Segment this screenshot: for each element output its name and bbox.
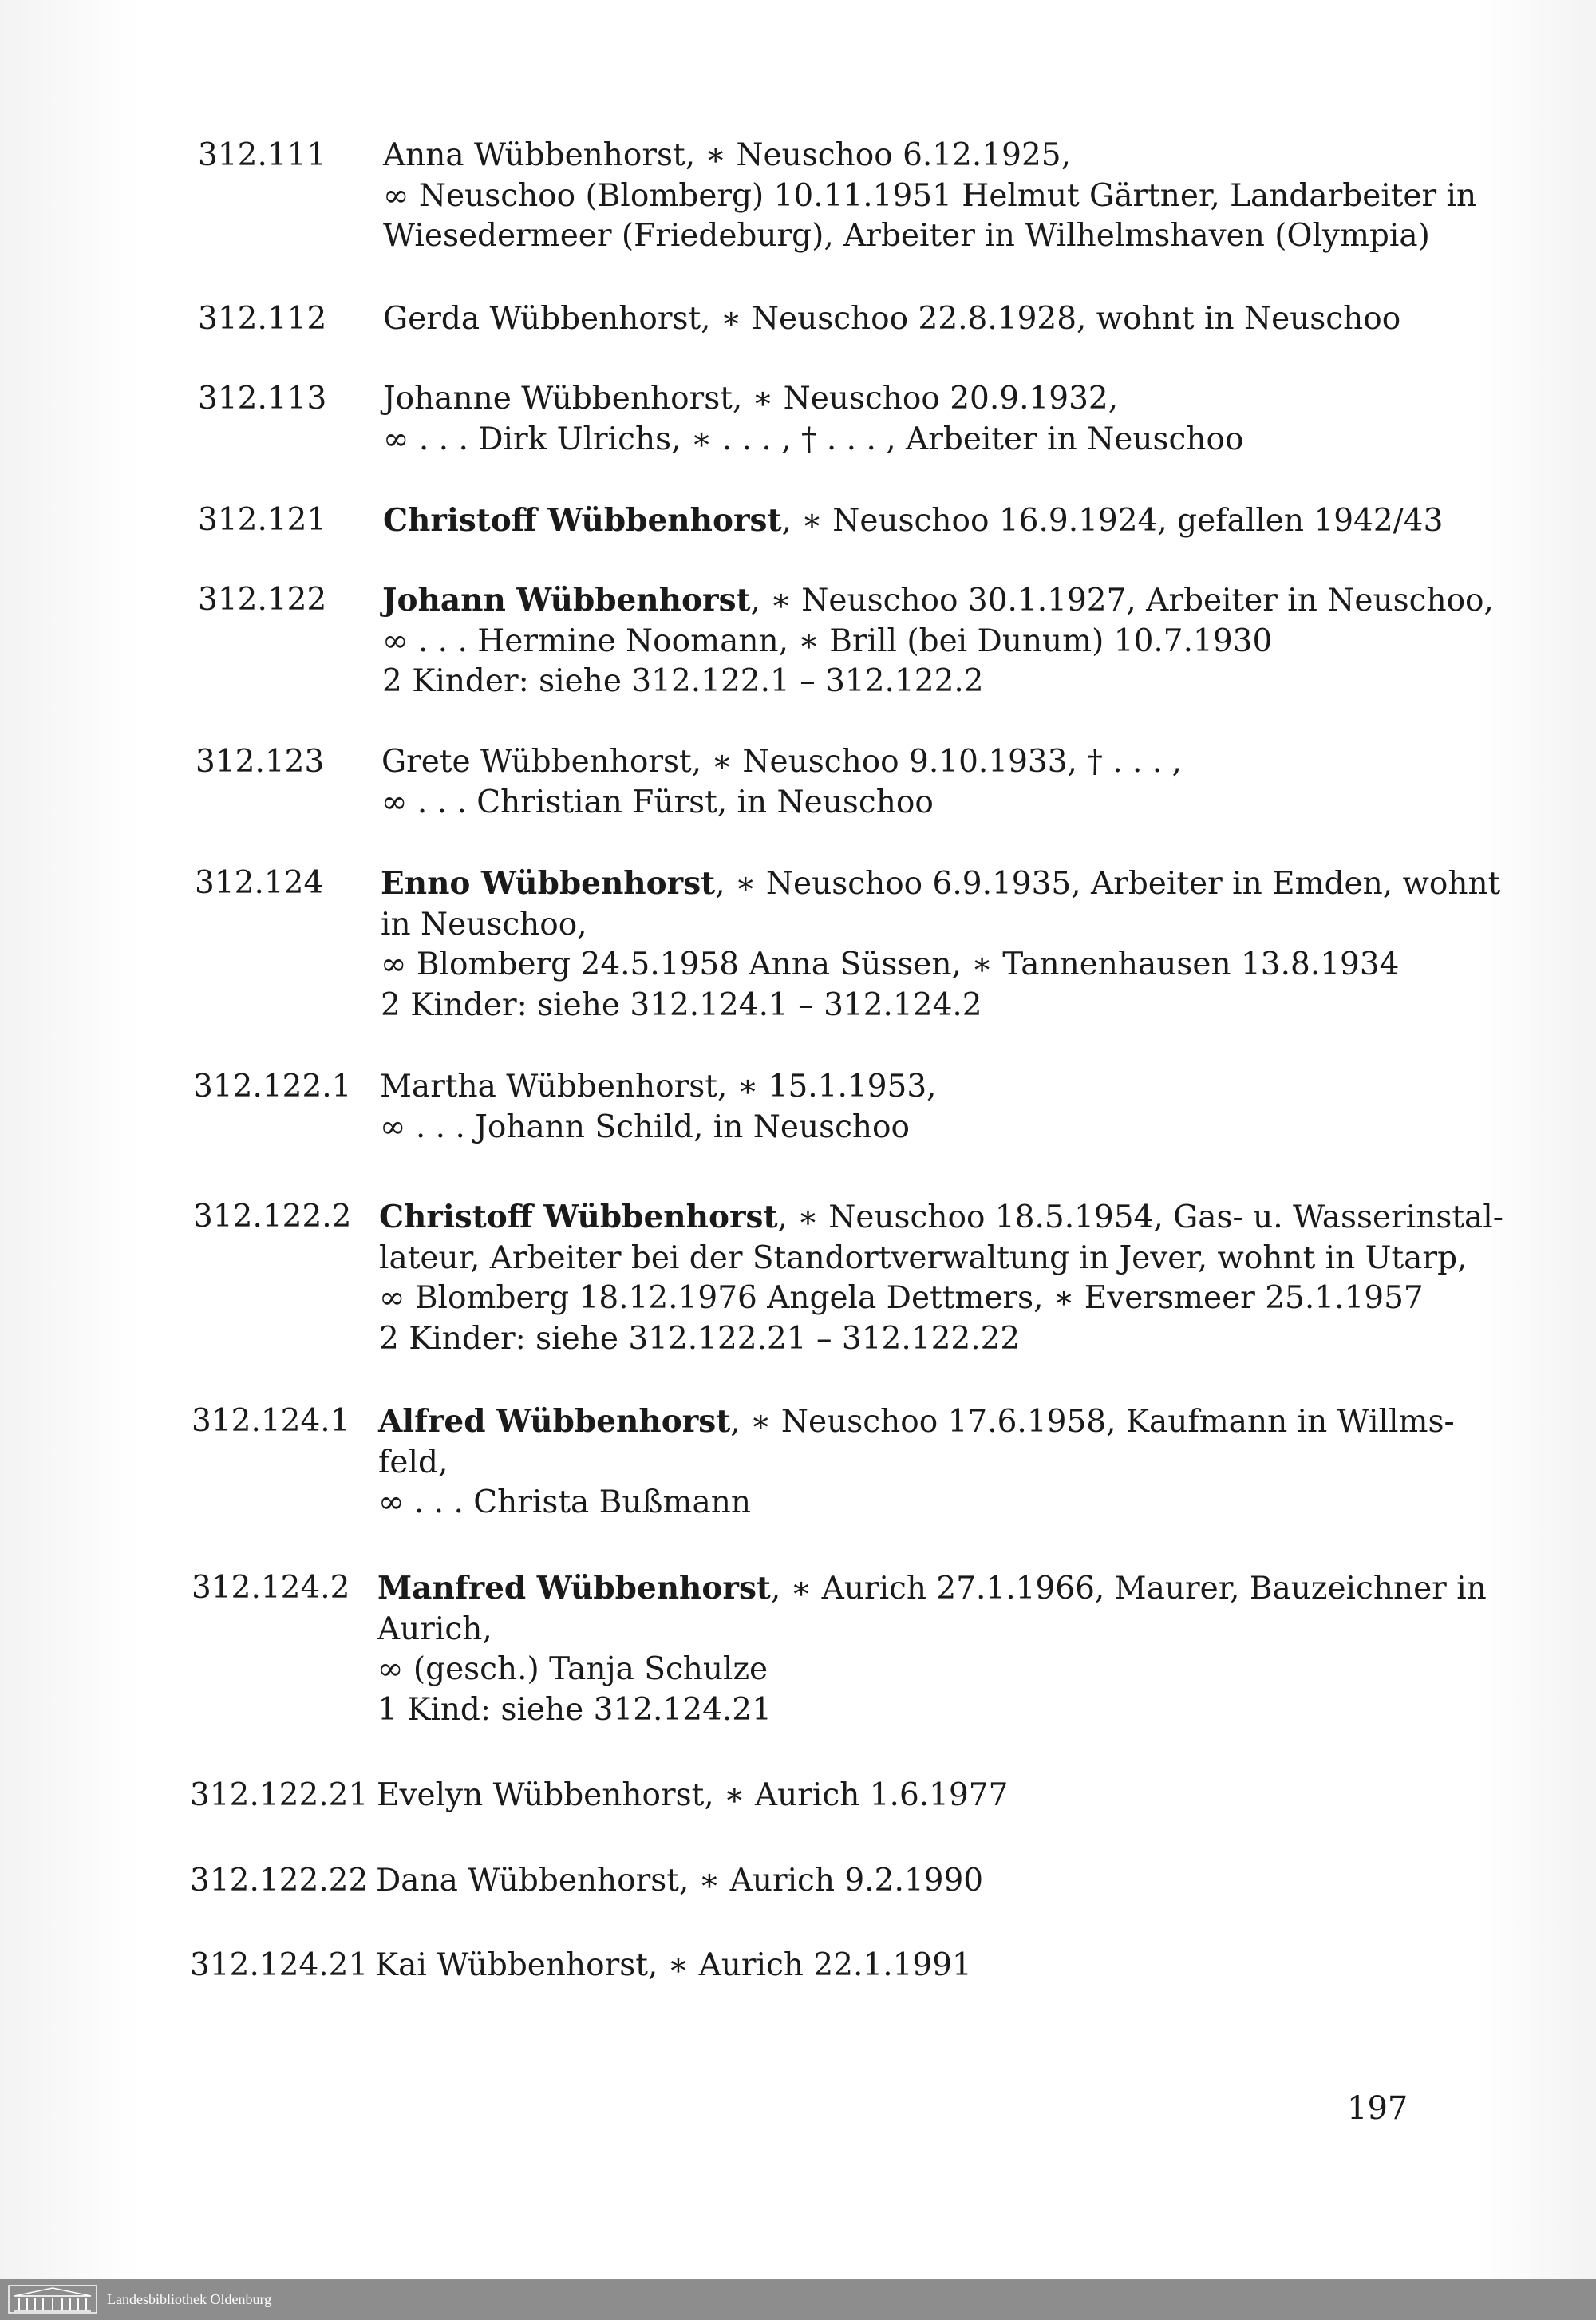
- entry-line-text: ∞ Neuschoo (Blomberg) 10.11.1951 Helmut Gärtner, Landarbeiter in: [383, 177, 1477, 214]
- entry-number: 312.122.21: [190, 1777, 369, 1813]
- entry-line-text: 2 Kinder: siehe 312.124.1 – 312.124.2: [381, 986, 982, 1023]
- entry-line-text: 1 Kind: siehe 312.124.21: [377, 1691, 772, 1728]
- entry-line-text: feld,: [378, 1444, 448, 1480]
- entry-line-text: Kai Wübbenhorst, ∗ Aurich 22.1.1991: [375, 1947, 972, 1983]
- entry-line: [382, 622, 1404, 662]
- entry-line-text: ∞ Blomberg 24.5.1958 Anna Süssen, ∗ Tannenhausen 13.8.1934: [381, 947, 1400, 982]
- entry-line-text: Anna Wübbenhorst, ∗ Neuschoo 6.12.1925,: [383, 137, 1071, 173]
- entry-number: 312.123: [196, 744, 325, 780]
- entry-line: [383, 420, 1404, 460]
- entry-line-text: Evelyn Wübbenhorst, ∗ Aurich 1.6.1977: [377, 1777, 1009, 1813]
- entry-line: [378, 1443, 1400, 1484]
- entry-line: [383, 136, 1404, 176]
- library-building-icon: [8, 2285, 97, 2314]
- entry-text: [383, 500, 1444, 542]
- entry-line-text: lateur, Arbeiter bei der Standortverwaltung in Jever, wohnt in Utarp,: [379, 1239, 1468, 1276]
- entry-line-text: ∞ . . . Hermine Noomann, ∗ Brill (bei Dunum) 10.7.1930: [382, 622, 1273, 659]
- entry-text: [381, 742, 1403, 823]
- entry-number: 312.122.22: [190, 1863, 369, 1899]
- entry-line: [383, 299, 1404, 340]
- entry-line: [377, 1610, 1399, 1650]
- entry-line: [379, 1197, 1503, 1239]
- entry-text: [378, 1401, 1455, 1524]
- entry-line: [381, 742, 1403, 783]
- library-name: Landesbibliothek Oldenburg: [107, 2291, 272, 2307]
- person-name: Christoff Wübbenhorst: [379, 1199, 778, 1235]
- entry-line: [383, 500, 1444, 542]
- entry-number: 312.122.2: [193, 1199, 352, 1235]
- entry-line-text: ∞ . . . Dirk Ulrichs, ∗ . . . , † . . . , Arbeiter in Neuschoo: [383, 421, 1244, 457]
- entry-line-text: 2 Kinder: siehe 312.122.21 – 312.122.22: [379, 1320, 1021, 1357]
- entry-line: [381, 905, 1402, 946]
- entry-number: 312.124.1: [192, 1403, 350, 1439]
- entry-line-text: ∞ . . . Johann Schild, in Neuschoo: [380, 1109, 911, 1145]
- person-name: Manfred Wübbenhorst: [377, 1570, 771, 1607]
- entry-line: [377, 1568, 1487, 1610]
- person-name: Christoff Wübbenhorst: [383, 502, 782, 539]
- entry-line-text: , ∗ Neuschoo 6.9.1935, Arbeiter in Emden, wohnt: [715, 866, 1501, 902]
- entry-line: [380, 1108, 1401, 1148]
- entry-line: [383, 216, 1430, 257]
- entry-line-text: , ∗ Aurich 27.1.1966, Maurer, Bauzeichner in: [770, 1571, 1487, 1607]
- entry-line-text: 2 Kinder: siehe 312.122.1 – 312.122.2: [382, 663, 984, 699]
- entry-line: [379, 1319, 1400, 1360]
- entry-line: [381, 783, 1403, 824]
- entry-line-text: in Neuschoo,: [381, 906, 587, 943]
- entry-line-text: Gerda Wübbenhorst, ∗ Neuschoo 22.8.1928, wohnt in Neuschoo: [383, 301, 1401, 337]
- entry-line-text: ∞ (gesch.) Tanja Schulze: [377, 1651, 768, 1687]
- entry-line: [382, 580, 1494, 622]
- entry-line-text: Grete Wübbenhorst, ∗ Neuschoo 9.10.1933, † . . . ,: [381, 744, 1183, 780]
- entry-line-text: Johanne Wübbenhorst, ∗ Neuschoo 20.9.1932,: [383, 381, 1119, 417]
- entry-line-text: , ∗ Neuschoo 18.5.1954, Gas- u. Wasserinstal-: [777, 1200, 1503, 1235]
- entry-line: [381, 986, 1402, 1026]
- entry-line: [377, 1776, 1398, 1816]
- entry-text: [383, 379, 1404, 460]
- entry-number: 312.124: [195, 865, 324, 901]
- entry-number: 312.111: [198, 137, 327, 173]
- person-name: Johann Wübbenhorst: [382, 582, 751, 619]
- entry-line: [379, 1239, 1468, 1279]
- entry-line: [381, 945, 1402, 986]
- entry-line-text: , ∗ Neuschoo 16.9.1924, gefallen 1942/43: [781, 503, 1444, 539]
- entry-line-text: ∞ . . . Christian Fürst, in Neuschoo: [381, 784, 934, 820]
- page-number: 197: [1347, 2090, 1408, 2127]
- footer-bar: [0, 2279, 1596, 2320]
- entry-line: [377, 1650, 1399, 1690]
- entry-text: [380, 1067, 1401, 1148]
- entry-number: 312.124.21: [190, 1947, 369, 1983]
- entry-line: [383, 176, 1477, 217]
- entry-line-text: Dana Wübbenhorst, ∗ Aurich 9.2.1990: [376, 1863, 984, 1899]
- entry-line-text: ∞ . . . Christa Bußmann: [378, 1484, 751, 1520]
- entry-text: [382, 580, 1494, 702]
- entry-line: [383, 379, 1404, 420]
- entry-text: [377, 1776, 1398, 1816]
- entry-line-text: , ∗ Neuschoo 17.6.1958, Kaufmann in Willms-: [730, 1404, 1455, 1440]
- entry-number: 312.122.1: [193, 1069, 352, 1105]
- entry-text: [379, 1197, 1503, 1359]
- entry-text: [383, 136, 1477, 257]
- entry-line: [375, 1946, 1396, 1986]
- entry-text: [377, 1568, 1487, 1730]
- entry-number: 312.122: [198, 582, 327, 618]
- entry-line: [376, 1861, 1397, 1902]
- person-name: Enno Wübbenhorst: [381, 865, 716, 902]
- entry-line: [380, 1067, 1401, 1108]
- entry-line: [381, 864, 1501, 905]
- entry-number: 312.124.2: [192, 1570, 350, 1606]
- entry-line-text: , ∗ Neuschoo 30.1.1927, Arbeiter in Neuschoo,: [750, 583, 1494, 619]
- entry-line: [378, 1483, 1400, 1524]
- entry-line: [379, 1279, 1424, 1319]
- entry-line: [377, 1690, 1399, 1731]
- entry-line: [378, 1401, 1455, 1443]
- entry-line-text: Aurich,: [377, 1611, 492, 1647]
- entry-text: [381, 864, 1501, 1026]
- entry-text: [383, 299, 1404, 340]
- entry-text: [375, 1946, 1396, 1986]
- entry-line-text: Martha Wübbenhorst, ∗ 15.1.1953,: [380, 1069, 937, 1105]
- entry-number: 312.112: [198, 301, 327, 337]
- entry-text: [376, 1861, 1397, 1902]
- entry-number: 312.113: [198, 381, 327, 417]
- person-name: Alfred Wübbenhorst: [378, 1403, 731, 1440]
- entry-line-text: ∞ Blomberg 18.12.1976 Angela Dettmers, ∗ Eversmeer 25.1.1957: [379, 1280, 1424, 1316]
- entry-line: [382, 662, 1404, 702]
- entry-line-text: Wiesedermeer (Friedeburg), Arbeiter in Wilhelmshaven (Olympia): [383, 218, 1430, 254]
- entry-number: 312.121: [198, 502, 327, 538]
